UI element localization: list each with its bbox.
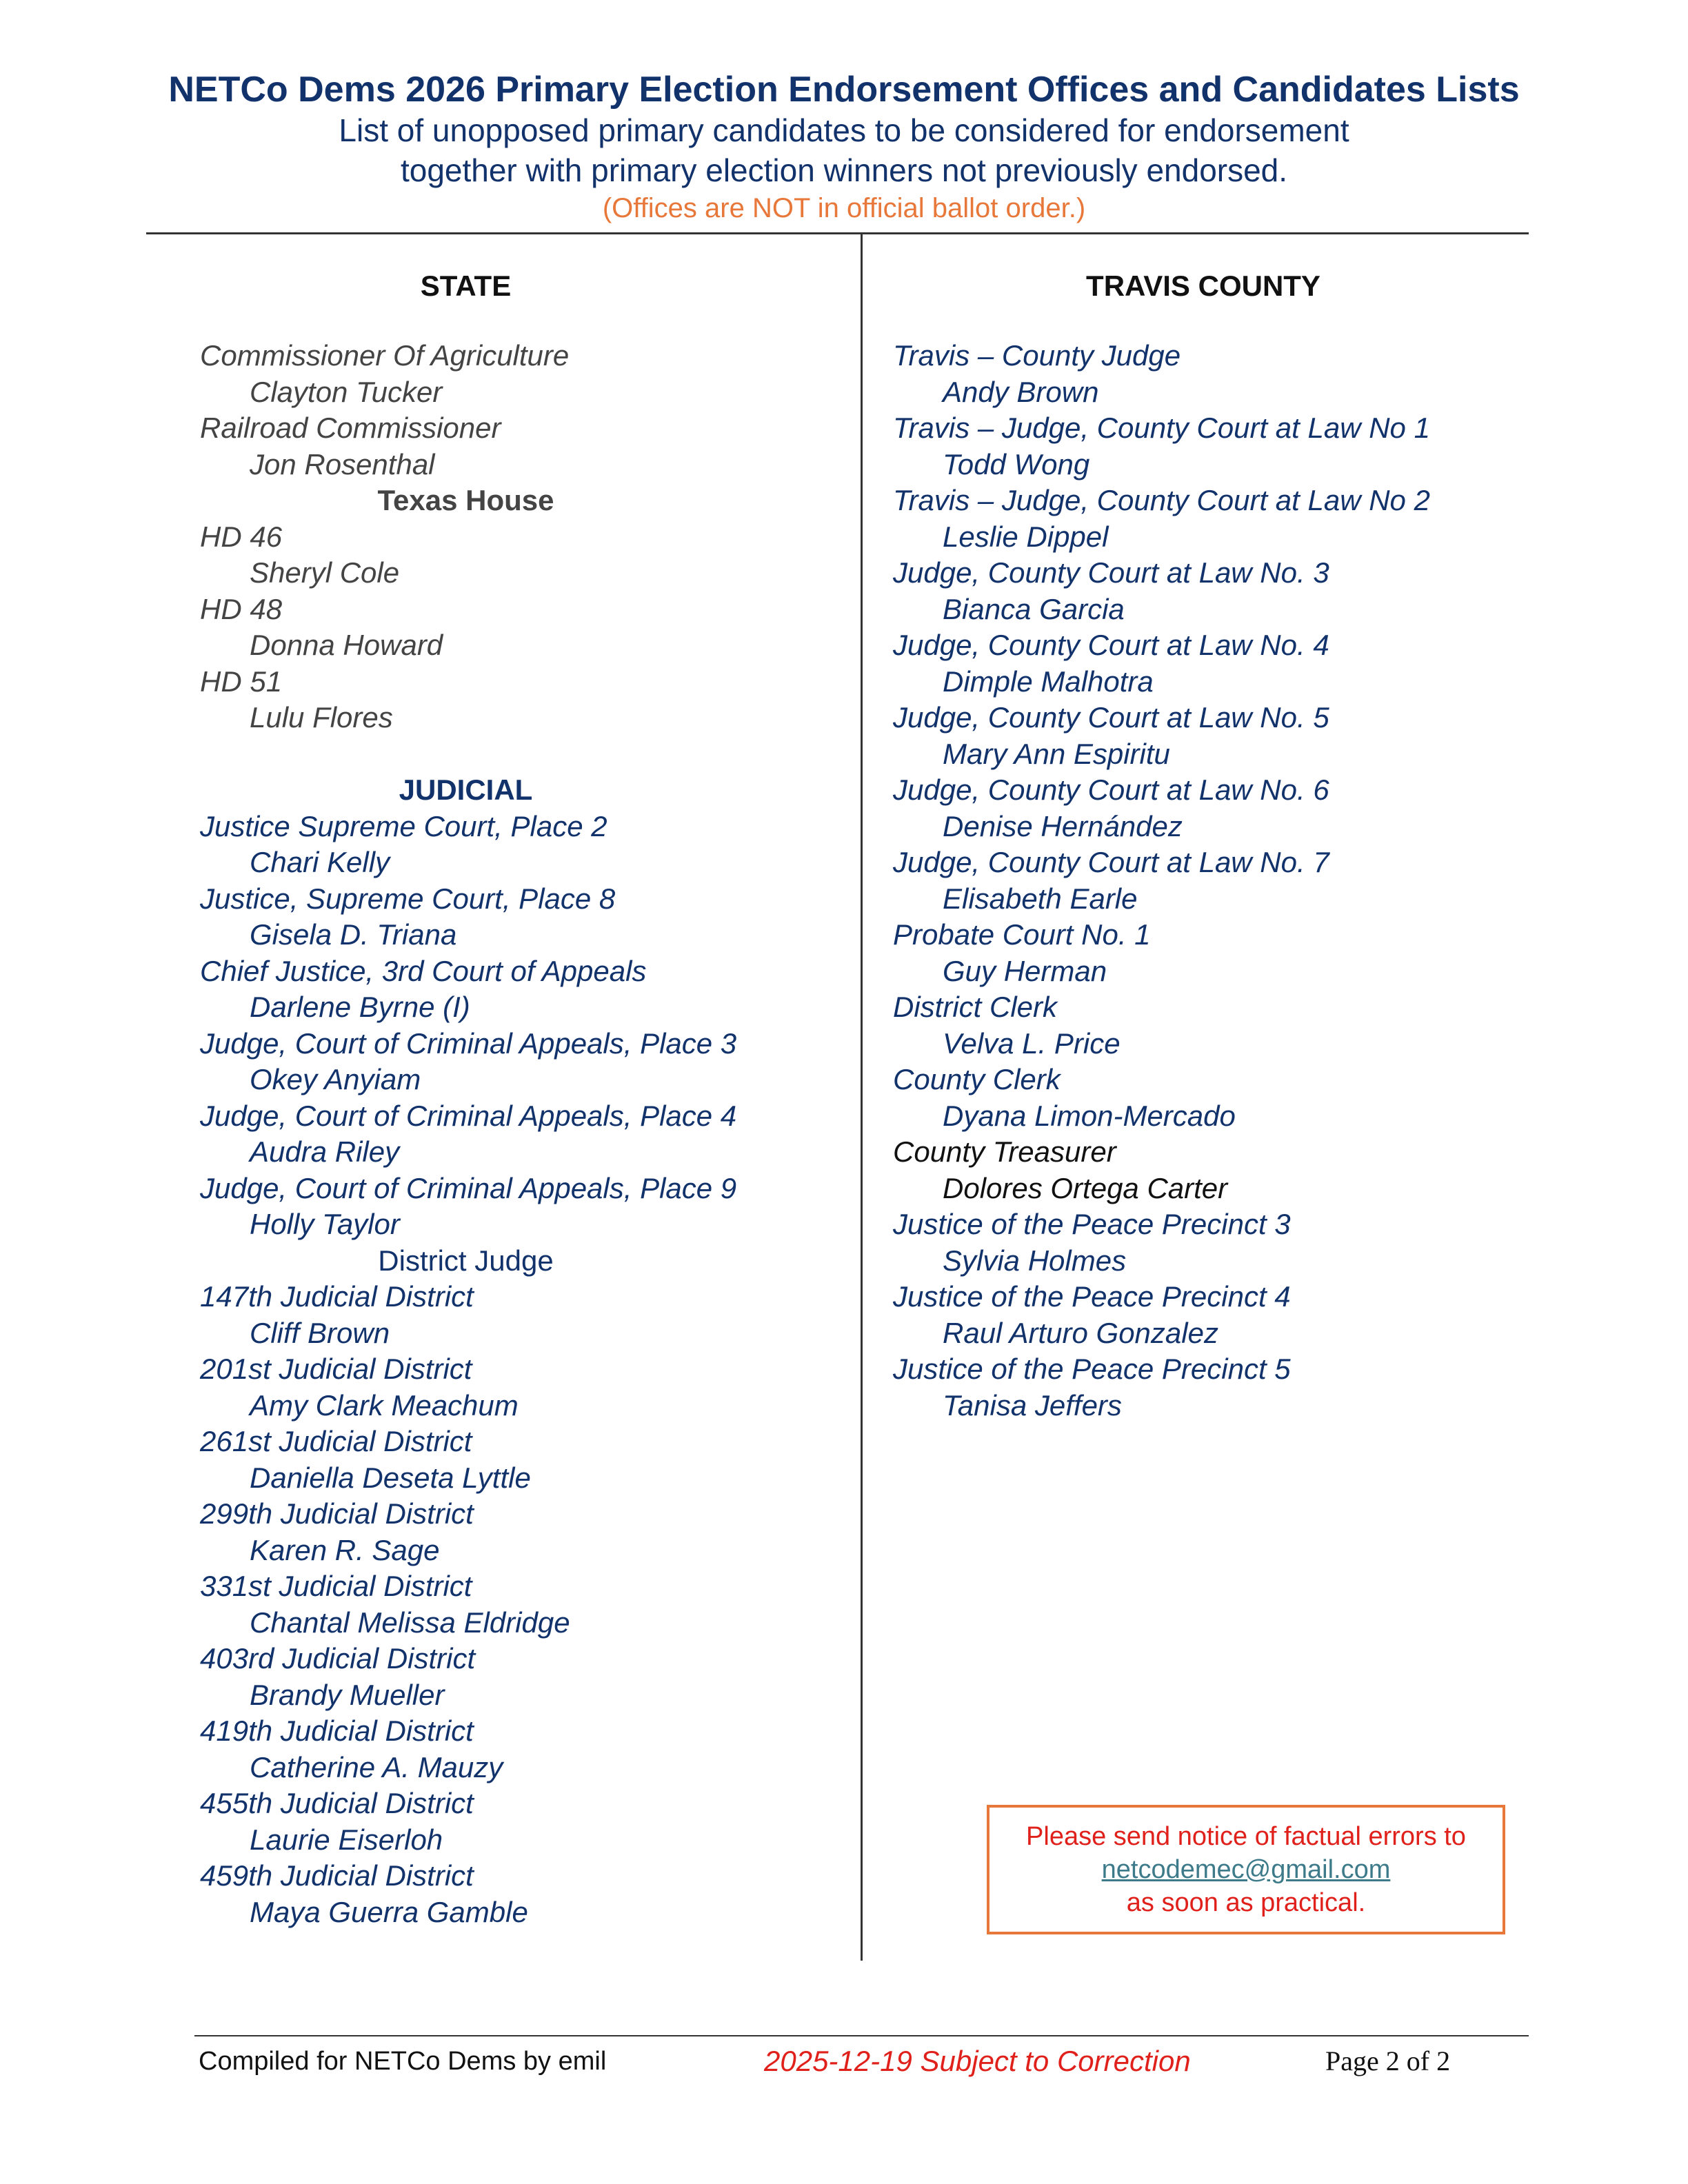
state-heading: STATE [420, 270, 512, 302]
office-label: County Clerk [893, 1063, 1061, 1095]
page-word: Page [1325, 2045, 1379, 2076]
subtitle-line-1: List of unopposed primary candidates to be considered for endorsement [339, 112, 1349, 148]
office-label: 455th Judicial District [200, 1787, 474, 1819]
candidate-name: Raul Arturo Gonzalez [943, 1316, 1218, 1349]
page-current: 2 [1385, 2045, 1400, 2076]
candidate-name: Tanisa Jeffers [943, 1388, 1122, 1422]
office-label: Judge, Court of Criminal Appeals, Place 9 [200, 1171, 737, 1204]
office-label: Justice Supreme Court, Place 2 [200, 809, 607, 842]
candidate-name: Dyana Limon-Mercado [943, 1099, 1236, 1132]
candidate-name: Jon Rosenthal [250, 447, 435, 481]
office-label: 419th Judicial District [200, 1715, 474, 1747]
page-of-word: of [1406, 2045, 1430, 2076]
candidate-name: Brandy Mueller [250, 1678, 445, 1711]
candidate-name: Donna Howard [250, 629, 443, 661]
candidate-name: Audra Riley [250, 1135, 400, 1168]
office-label: Justice of the Peace Precinct 5 [893, 1353, 1291, 1385]
column-divider [861, 233, 863, 1961]
office-label: Commissioner Of Agriculture [200, 339, 570, 372]
office-label: Judge, County Court at Law No. 6 [893, 774, 1329, 806]
office-label: 403rd Judicial District [200, 1642, 476, 1675]
office-label: Travis – Judge, County Court at Law No 2 [893, 484, 1430, 516]
error-notice-line-1: Please send notice of factual errors to [1026, 1822, 1466, 1851]
office-label: Probate Court No. 1 [893, 918, 1151, 951]
candidate-name: Daniella Deseta Lyttle [250, 1461, 531, 1494]
candidate-name: Maya Guerra Gamble [250, 1895, 528, 1928]
candidate-name: Denise Hernández [943, 809, 1183, 842]
office-label: Justice, Supreme Court, Place 8 [200, 882, 616, 915]
office-label: 261st Judicial District [200, 1425, 472, 1457]
candidate-name: Chari Kelly [250, 846, 390, 878]
office-label: Chief Justice, 3rd Court of Appeals [200, 954, 647, 987]
office-label: Judge, County Court at Law No. 5 [893, 701, 1329, 734]
office-label: Justice of the Peace Precinct 4 [893, 1280, 1291, 1313]
candidate-name: Dimple Malhotra [943, 665, 1154, 698]
candidate-name: Karen R. Sage [250, 1533, 440, 1566]
candidate-name: Bianca Garcia [943, 592, 1125, 625]
error-notice-box [987, 1805, 1505, 1934]
office-label: Travis – Judge, County Court at Law No 1 [893, 412, 1430, 444]
candidate-name: Holly Taylor [250, 1208, 400, 1240]
office-label: Travis – County Judge [893, 339, 1181, 372]
candidate-name: Okey Anyiam [250, 1063, 421, 1095]
footer-divider [194, 2035, 1529, 2036]
candidate-name: Dolores Ortega Carter [943, 1171, 1228, 1204]
candidate-name: Darlene Byrne (I) [250, 991, 470, 1023]
candidate-name: Velva L. Price [943, 1027, 1121, 1060]
office-label: Justice of the Peace Precinct 3 [893, 1208, 1291, 1240]
document-title: NETCo Dems 2026 Primary Election Endorsement Offices and Candidates Lists [168, 70, 1520, 110]
travis-county-column [893, 265, 1514, 1424]
district-judge-heading: District Judge [378, 1244, 554, 1277]
office-label: Judge, County Court at Law No. 3 [893, 556, 1329, 589]
footer-compiled-by: Compiled for NETCo Dems by emil [199, 2047, 607, 2076]
office-label: District Clerk [893, 991, 1057, 1023]
office-label: HD 48 [200, 592, 283, 625]
office-label: Judge, Court of Criminal Appeals, Place 4 [200, 1099, 737, 1132]
office-label: Railroad Commissioner [200, 412, 501, 444]
office-label: Judge, County Court at Law No. 7 [893, 846, 1329, 878]
candidate-name: Elisabeth Earle [943, 882, 1138, 915]
document-header [0, 69, 1688, 226]
office-label: Judge, County Court at Law No. 4 [893, 629, 1329, 661]
subtitle-line-2: together with primary election winners not previously endorsed. [400, 152, 1288, 188]
contact-email-link[interactable]: netcodemec@gmail.com [1101, 1855, 1391, 1884]
candidate-name: Laurie Eiserloh [250, 1823, 443, 1856]
candidate-name: Andy Brown [943, 375, 1099, 408]
candidate-name: Chantal Melissa Eldridge [250, 1606, 570, 1639]
candidate-name: Amy Clark Meachum [250, 1388, 519, 1422]
candidate-name: Leslie Dippel [943, 520, 1109, 553]
page-number [1325, 2042, 1450, 2081]
office-label: 147th Judicial District [200, 1280, 474, 1313]
candidate-name: Sheryl Cole [250, 556, 400, 589]
judicial-heading: JUDICIAL [399, 774, 533, 806]
candidate-name: Sylvia Holmes [943, 1244, 1127, 1277]
texas-house-heading: Texas House [377, 484, 554, 516]
candidate-name: Todd Wong [943, 447, 1090, 481]
office-label: 331st Judicial District [200, 1570, 472, 1602]
office-label: 299th Judicial District [200, 1497, 474, 1530]
ballot-order-note: (Offices are NOT in official ballot order.) [602, 193, 1086, 223]
candidate-name: Mary Ann Espiritu [943, 737, 1170, 770]
candidate-name: Gisela D. Triana [250, 918, 457, 951]
section-spacer [200, 736, 831, 773]
office-label: 201st Judicial District [200, 1353, 472, 1385]
candidate-name: Guy Herman [943, 954, 1107, 987]
error-notice-line-3: as soon as practical. [1126, 1888, 1366, 1917]
page-total: 2 [1436, 2045, 1451, 2076]
office-label: 459th Judicial District [200, 1859, 474, 1892]
office-label: HD 51 [200, 665, 283, 698]
candidate-name: Cliff Brown [250, 1316, 390, 1349]
office-label: County Treasurer [893, 1135, 1116, 1168]
candidate-name: Clayton Tucker [250, 375, 443, 408]
office-label: HD 46 [200, 520, 283, 553]
candidate-name: Catherine A. Mauzy [250, 1750, 503, 1783]
state-column [200, 265, 831, 1930]
candidate-name: Lulu Flores [250, 701, 393, 734]
header-divider [146, 232, 1529, 234]
footer-date-note: 2025-12-19 Subject to Correction [764, 2045, 1191, 2077]
travis-county-heading: TRAVIS COUNTY [1086, 270, 1320, 302]
office-label: Judge, Court of Criminal Appeals, Place 3 [200, 1027, 737, 1060]
